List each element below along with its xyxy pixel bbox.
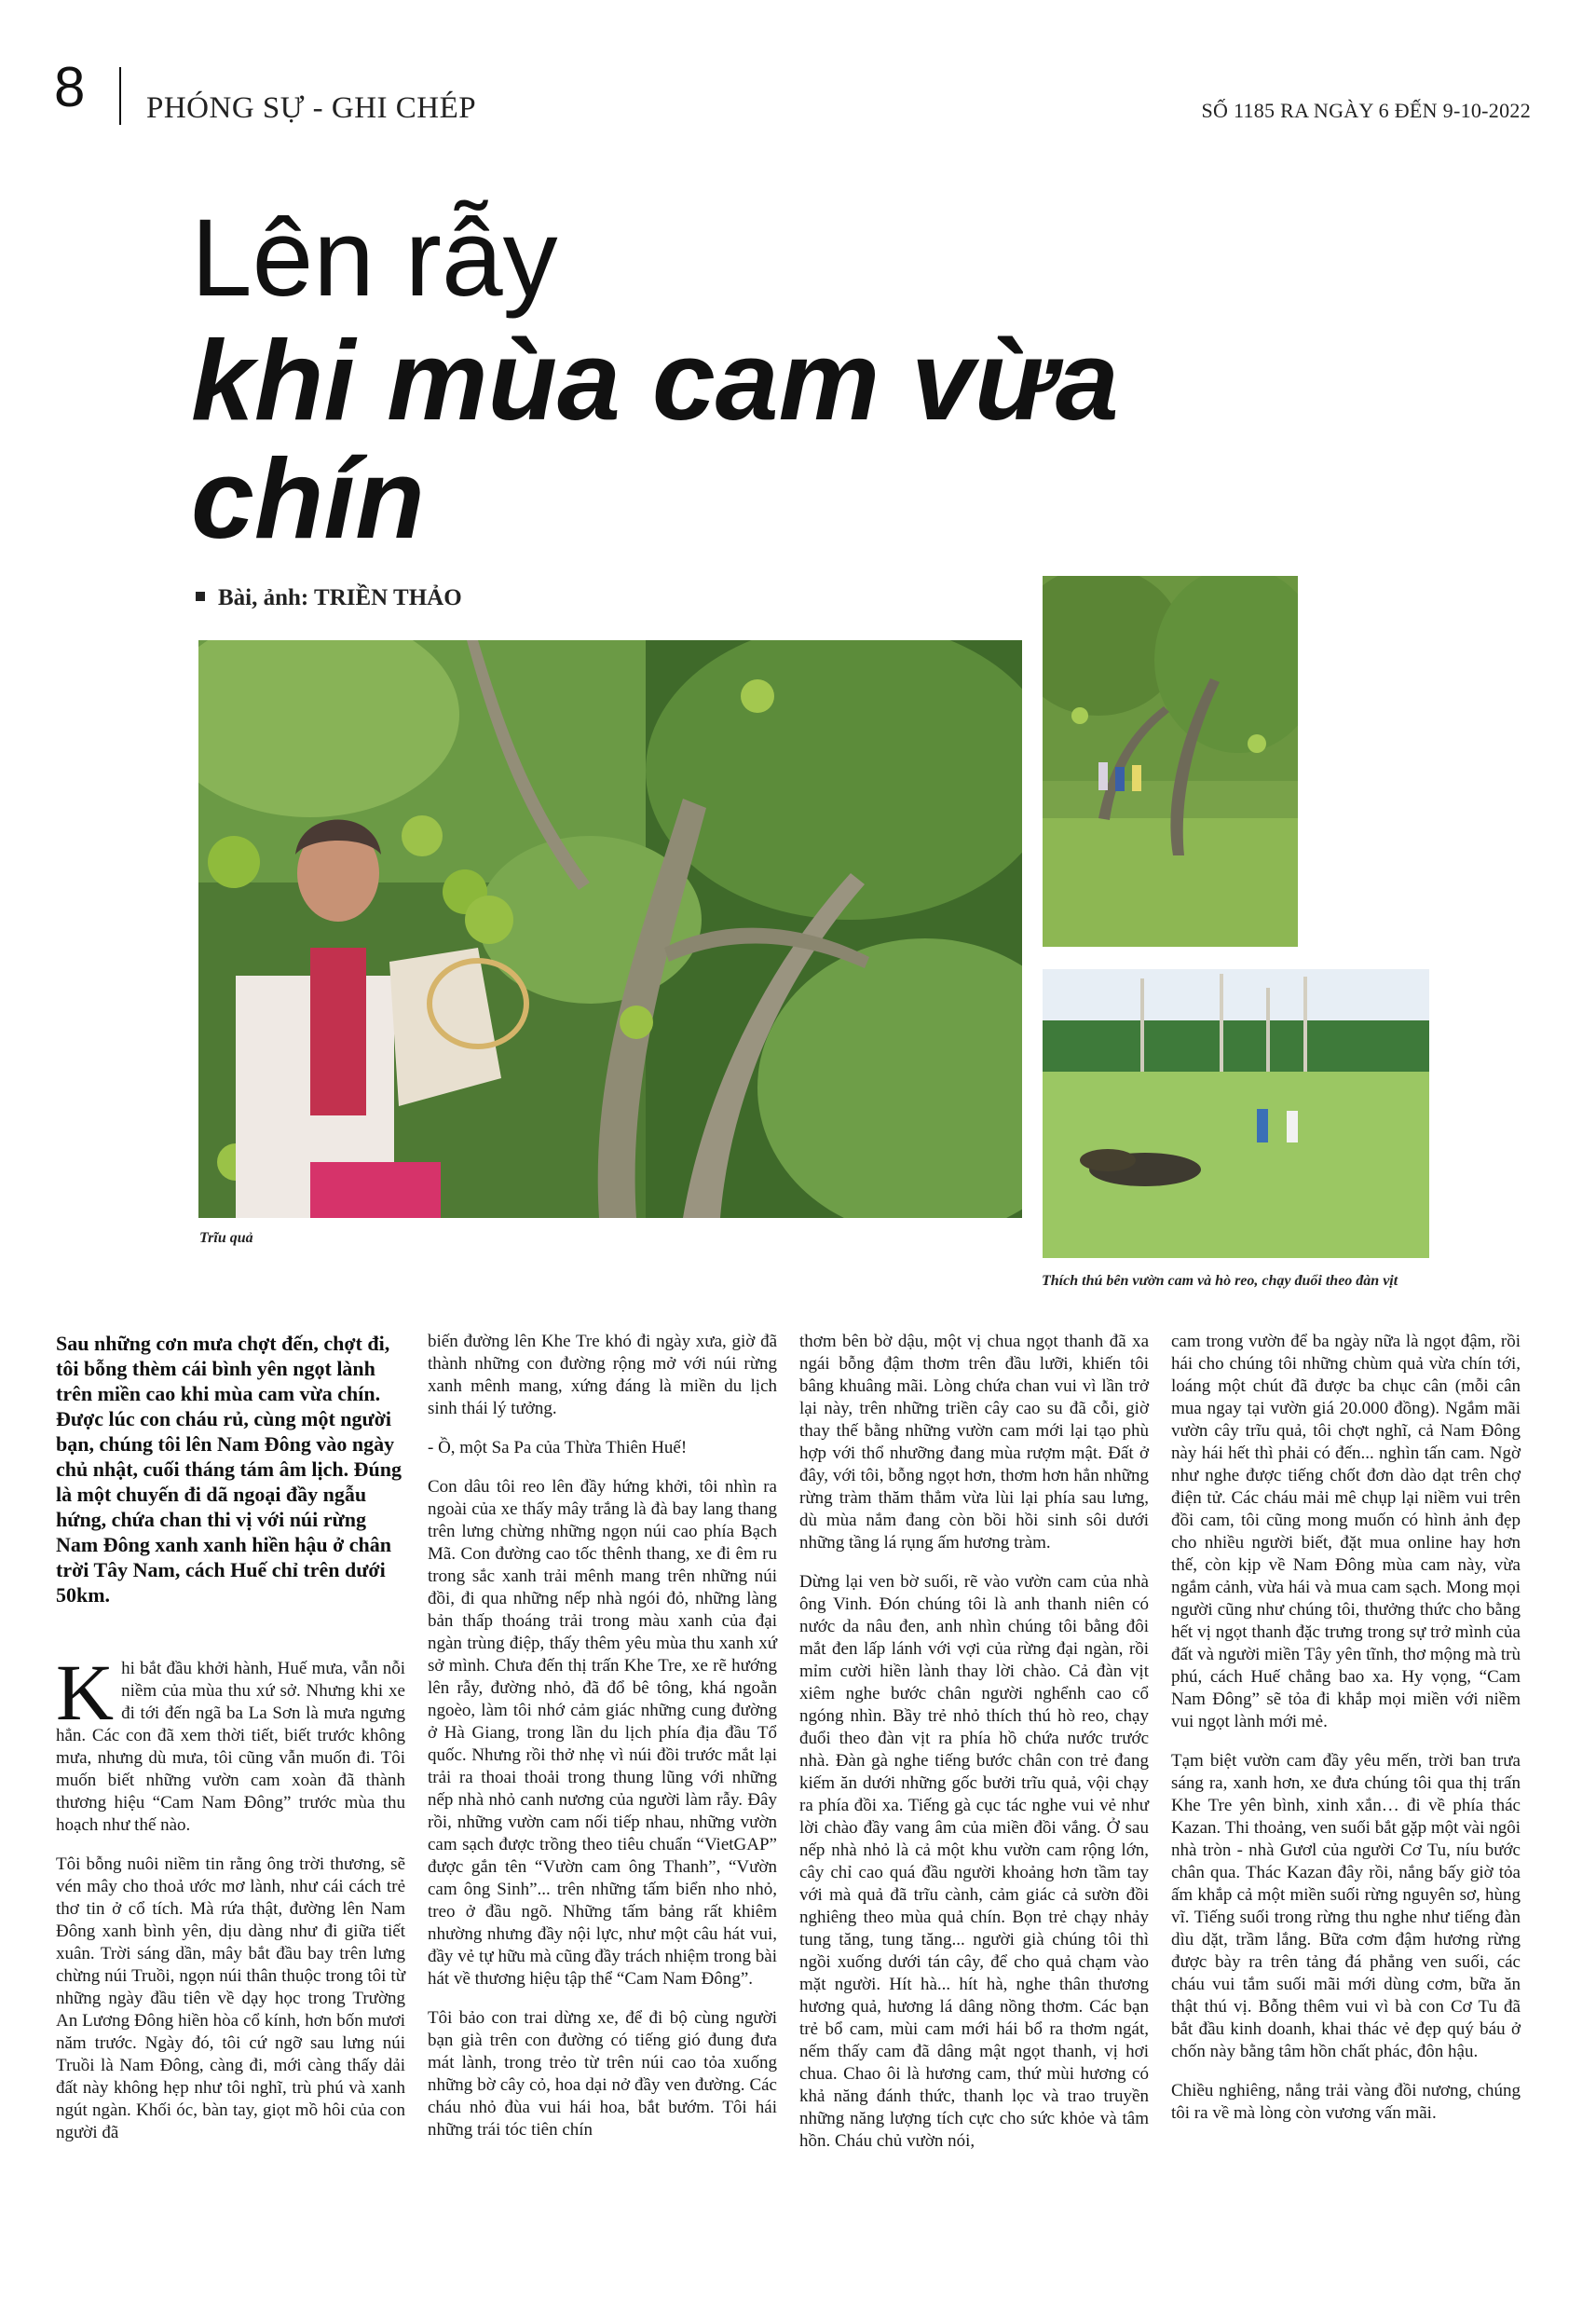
article-paragraph: Tôi bảo con trai dừng xe, để đi bộ cùng người bạn già trên con đường có tiếng gió đung đưa mát lành, trong trẻo từ trên núi cao tỏa xuống những bờ cây cỏ, hoa dại nở đầy ven đường. Các cháu nhỏ đùa vui hái hoa, bắt bướm. Tôi hái những trái tóc tiên chín [428,2008,777,2140]
children-ducks-photo [1043,969,1429,1258]
article-column-1 [56,1331,405,2161]
article-paragraph: Dừng lại ven bờ suối, rẽ vào vườn cam của nhà ông Vinh. Đón chúng tôi là anh thanh niên có nước da nâu đen, anh nhìn chúng tôi bằng đôi mắt đen lấp lánh với vợi của rừng đại ngàn, rồi mỉm cười hiền lành thay lời chào. Cả đàn vịt xiêm nghe bước chân người nghểnh cao cổ ngóng nhìn. Bầy trẻ nhỏ thích thú hò reo, chạy đuổi theo đàn vịt ra phía hồ chứa nước trước nhà. Đàn gà nghe tiếng bước chân con trẻ đang kiếm ăn dưới những gốc bưởi trĩu quả, vội chạy ra phía đồi xa. Tiếng gà cục tác nghe vui vẻ như lời chào đầy vang âm của miền đồi vắng. Ở sau nếp nhà nhỏ là cả một khu vườn cam rộng lớn, cây chỉ cao quá đầu người khoảng hơn tầm tay với mà quả đã trĩu cành, cảm giác cả sườn đồi nghiêng theo mùa quả chín. Bọn trẻ chạy nhảy tung tăng, tung tăng... người già chúng tôi thì ngồi xuống dưới tán cây, để cho quả chạm vào mặt người. Hít hà... hít hà, nghe thân thương hương quả, hương lá dâng nồng thơm. Các bạn trẻ bổ cam, mùi cam mới hái bổ ra thơm ngát, nếm thấy cam đã dâng mật ngọt thanh, vị hơi chua. Chao ôi là hương cam, thứ mùi hương có khả năng đánh thức, thanh lọc và trao truyền những năng lượng tích cực cho sức khỏe và tâm hồn. Cháu chủ vườn nói, [799,1572,1149,2151]
article-column-3 [799,1331,1149,2169]
photo-caption: Thích thú bên vườn cam và hò reo, chạy đuổi theo đàn vịt [1042,1273,1398,1289]
article-paragraph: Tôi bỗng nuôi niềm tin rằng ông trời thương, sẽ vén mây cho thoả ước mơ lành, như cái cách trẻ thơ tin ở cổ tích. Mà rứa thật, đường lên Nam Đông xanh bình yên, dịu dàng như đi giữa tiết xuân. Trời sáng dần, mây bắt đầu bay trên lưng chừng núi Truồi, ngọn núi thân thuộc trong tôi từ những ngày đầu tiên về dạy học trong Trường An Lương Đông hiền hòa cổ kính, hơn bốn mươi năm trước. Ngày đó, tôi cứ ngỡ sau lưng núi Truồi là Nam Đông, càng đi, mới càng thấy dải đất này không hẹp như tôi nghĩ, trù phú và xanh ngút ngàn. Khối óc, bàn tay, giọt mồ hôi của con người đã [56,1854,405,2142]
article-lead: Sau những cơn mưa chợt đến, chợt đi, tôi bỗng thèm cái bình yên ngọt lành trên miền cao khi mùa cam vừa chín. Được lúc con cháu rủ, cùng một người bạn, chúng tôi lên Nam Đông vào ngày chủ nhật, cuối tháng tám âm lịch. Đúng là một chuyến đi dã ngoại đầy ngẫu hứng, chứa chan thi vị với núi rừng Nam Đông xanh xanh hiền hậu ở chân trời Tây Nam, cách Huế chỉ trên dưới 50km. [56,1332,402,1607]
bullet-icon [196,592,205,601]
issue-info: SỐ 1185 RA NGÀY 6 ĐẾN 9-10-2022 [1201,99,1531,122]
headline-line-2: khi mùa cam vừa chín [191,317,1119,562]
article-paragraph: Tạm biệt vườn cam đầy yêu mến, trời ban trưa sáng ra, xanh hơn, xe đưa chúng tôi qua thị trấn Khe Tre yên bình, xinh xắn… đi về phía thác Kazan. Thi thoảng, ven suối bắt gặp một vài ngôi nhà tròn - nhà Gươl của người Cơ Tu, níu bước chân qua. Thác Kazan đây rồi, nắng bấy giờ tỏa ấm khắp cả một miền suối rừng nguyên sơ, hùng vĩ. Tiếng suối trong rừng thu nghe như tiếng đàn dìu dặt, trầm lắng. Bữa cơm đậm hương rừng được bày ra trên tảng đá phẳng ven suối, các cháu vui tắm suối mãi mới dùng cơm, bữa ăn thật thú vị. Bỗng thêm vui vì bà con Cơ Tu đã bắt đầu kinh doanh, khai thác vẻ đẹp quý báu ở chốn này bằng tâm hồn chất phác, đôn hậu. [1171,1751,1521,2061]
byline [196,585,462,611]
photo-caption: Trĩu quả [199,1230,253,1246]
paragraph-text: hi bắt đầu khởi hành, Huế mưa, vẫn nỗi niềm của mùa thu xứ sở. Nhưng khi xe đi tới đến ngã ba La Sơn là mưa ngưng hẳn. Các con đã xem thời tiết, biết trước không mưa, nhưng dù mưa, tôi cũng vẫn muốn đi. Tôi muốn biết những vườn cam xoàn đã thành thương hiệu “Cam Nam Đông” trước mùa thu hoạch như thế nào. [56,1659,405,1835]
byline-text: Bài, ảnh: TRIỀN THẢO [218,585,462,610]
article-paragraph: biến đường lên Khe Tre khó đi ngày xưa, giờ đã thành những con đường rộng mở với núi rừng xanh mênh mang, xứng đáng là miền du lịch sinh thái lý tưởng. [428,1332,777,1418]
section-name: PHÓNG SỰ - GHI CHÉP [146,91,477,125]
article-paragraph: - Ồ, một Sa Pa của Thừa Thiên Huế! [428,1438,688,1457]
header-divider [119,67,121,125]
article-paragraph: thơm bên bờ dậu, một vị chua ngọt thanh đã xa ngái bỗng đậm thơm trên đầu lưỡi, khiến tôi bâng khuâng mãi. Lòng chứa chan vui vì lần trở lại này, trên những triền cây cao su đã cỗi, giờ thay thế bằng những vườn cam mới lại tạo phù hợp với thổ nhưỡng đang mùa rượm mật. Đất ở đây, với tôi, bỗng ngọt hơn, thơm hơn hẳn những rừng tràm thăm thẳm vừa lùi lại phía sau lưng, dù mùa nắm đang còn bồi hồi sinh sôi dưới những tầng lá rụng ấm hương tràm. [799,1332,1149,1553]
drop-cap: K [56,1648,115,1737]
article-paragraph: Con dâu tôi reo lên đầy hứng khởi, tôi nhìn ra ngoài của xe thấy mây trắng là đà bay lang thang trên lưng chừng những ngọn núi cao phía Bạch Mã. Con đường cao tốc thênh thang, xe đi êm ru trong sắc xanh trải mênh mang trên những núi đồi, đi qua những nếp nhà ngói đỏ, những làng bản thấp thoáng trải trong màu xanh của đại ngàn trùng điệp, thấy thêm yêu mùa thu xanh xứ sở mình. Chưa đến thị trấn Khe Tre, xe rẽ hướng lên rẫy, đường nhỏ, đã đổ bê tông, khá ngoằn ngoèo, làm tôi nhớ cảm giác những cung đường ở Hà Giang, trong lần du lịch phía địa đầu Tổ quốc. Nhưng rồi thở nhẹ vì núi đồi trước mắt lại trải ra thoai thoải trong thung lũng với những nếp nhà nhỏ canh nương của người làm rẫy. Đây rồi, những vườn cam nối tiếp nhau, những vườn cam sạch được trồng theo tiêu chuẩn “VietGAP” được gắn tên “Vườn cam ông Thanh”, “Vườn cam ông Sinh”... trên những tấm biển nho nhỏ, treo ở đầu ngõ. Những tấm bảng rất khiêm nhường nhưng đầy nội lực, như một câu hát vui, đầy vẻ tự hữu mà cũng đầy trách nhiệm trong bài hát về thương hiệu tập thể “Cam Nam Đông”. [428,1477,777,1989]
article-column-2 [428,1331,777,2158]
orange-orchard-photo [1043,576,1298,947]
article-paragraph [56,1648,405,1837]
article-column-4 [1171,1331,1521,2141]
orange-tree-woman-photo [198,640,1022,1218]
page-number: 8 [54,56,86,118]
article-paragraph: Chiều nghiêng, nắng trải vàng đồi nương, chúng tôi ra về mà lòng còn vương vấn mãi. [1171,2081,1521,2123]
article-paragraph: cam trong vườn để ba ngày nữa là ngọt đậm, rồi hái cho chúng tôi những chùm quả vừa chín tới, loáng một chút đã được ba chục cân (mỗi cân mua ngay tại vườn giá 20.000 đồng). Ngắm mãi vườn cây trĩu quả, tôi chợt nghĩ, cả Nam Đông này hái hết thì phải có đến... nghìn tấn cam. Ngờ như nghe được tiếng chốt đơn dào dạt trên chợ điện tử. Các cháu mải mê chụp lại niềm vui trên đồi cam, tôi cũng mong muốn có hình ảnh đẹp cho nhiều người biết, đặt mua online hay hơn thế, còn kịp về Nam Đông mùa cam này, vừa ngắm cảnh, vừa hái và mua cam sạch. Mong mọi người cũng như chúng tôi, thưởng thức cho bằng hết vị ngọt thanh đặc trưng trong sự trở mình của đất và người miền Tây yên tĩnh, thơ mộng mà trù phú, cách Huế chẳng bao xa. Hy vọng, “Cam Nam Đông” sẽ tỏa đi khắp mọi miền với niềm vui ngọt lành mới mẻ. [1171,1332,1521,1731]
headline-line-1: Lên rẫy [191,197,558,320]
